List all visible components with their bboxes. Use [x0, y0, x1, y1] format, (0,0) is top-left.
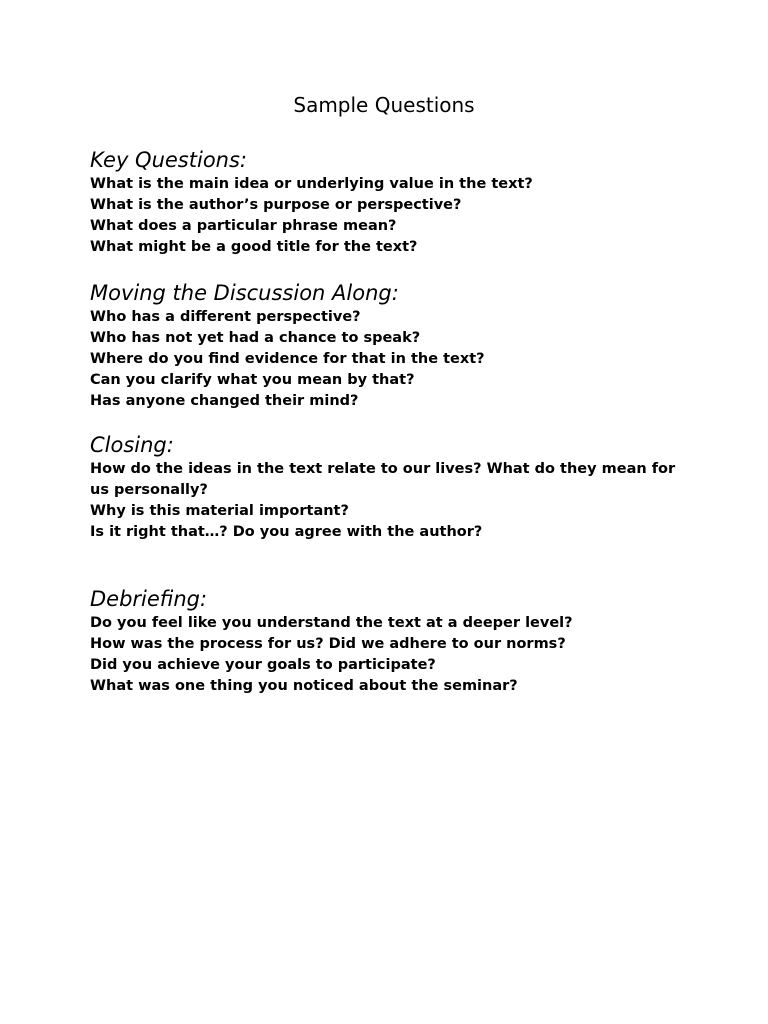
- list-item: Who has a different perspective?: [90, 309, 361, 325]
- list-item: What was one thing you noticed about the seminar?: [90, 678, 518, 694]
- section-heading: Moving the Discussion Along:: [90, 281, 399, 305]
- list-item: What is the main idea or underlying value in the text?: [90, 176, 533, 192]
- list-item: What might be a good title for the text?: [90, 239, 418, 255]
- question-list: [90, 174, 690, 258]
- section-heading: Closing:: [90, 433, 174, 457]
- page-title: Sample Questions: [293, 93, 475, 117]
- list-item: Why is this material important?: [90, 503, 349, 519]
- list-item: Has anyone changed their mind?: [90, 393, 359, 409]
- section-moving-discussion: [90, 279, 690, 412]
- question-list: [90, 307, 690, 412]
- question-list: [90, 459, 690, 543]
- list-item: How do the ideas in the text relate to our lives? What do they mean for us personally?: [90, 461, 676, 498]
- question-list: [90, 613, 690, 697]
- list-item: How was the process for us? Did we adhere to our norms?: [90, 636, 566, 652]
- list-item: What is the author’s purpose or perspective?: [90, 197, 462, 213]
- section-heading: Key Questions:: [90, 148, 247, 172]
- list-item: Can you clarify what you mean by that?: [90, 372, 415, 388]
- section-heading: Debriefing:: [90, 587, 208, 611]
- list-item: Is it right that…? Do you agree with the author?: [90, 524, 483, 540]
- section-key-questions: [90, 146, 690, 258]
- section-closing: [90, 431, 690, 543]
- list-item: What does a particular phrase mean?: [90, 218, 397, 234]
- list-item: Do you feel like you understand the text at a deeper level?: [90, 615, 573, 631]
- list-item: Did you achieve your goals to participate?: [90, 657, 436, 673]
- list-item: Where do you find evidence for that in the text?: [90, 351, 485, 367]
- list-item: Who has not yet had a chance to speak?: [90, 330, 421, 346]
- section-debriefing: [90, 585, 690, 697]
